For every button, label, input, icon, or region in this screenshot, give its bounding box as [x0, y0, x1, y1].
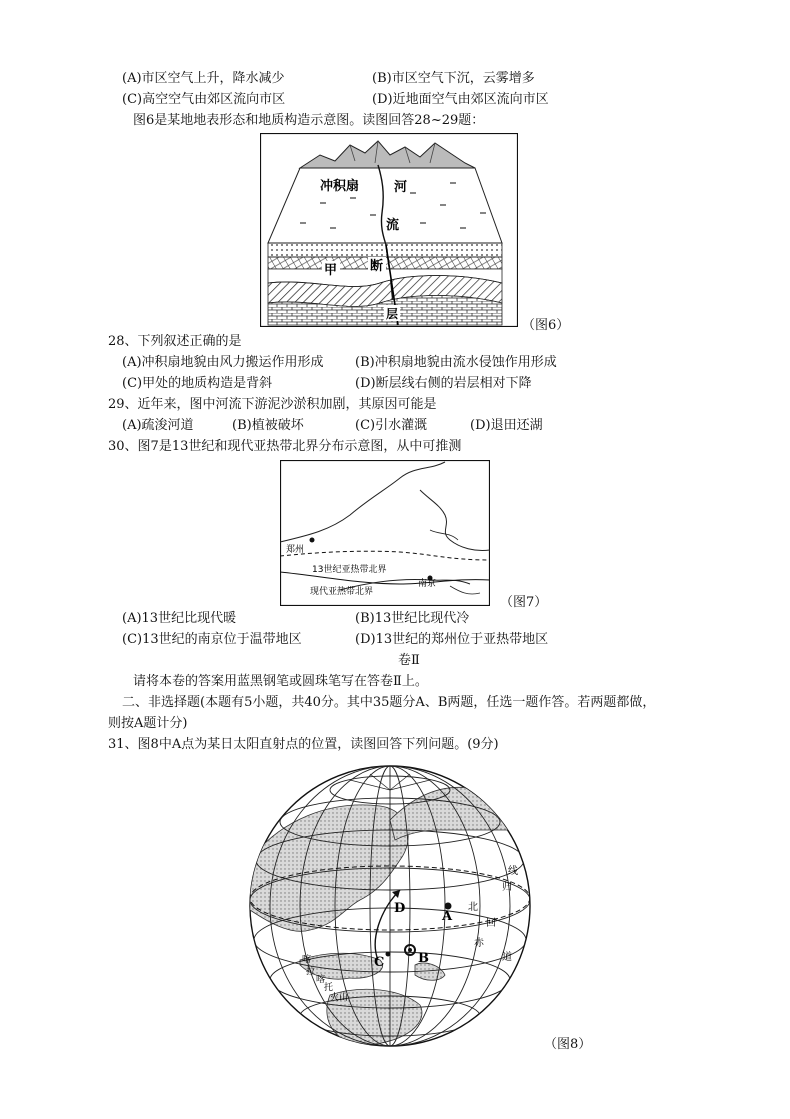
fig8-label-B: B	[418, 951, 429, 966]
fig8-label-gui: 归	[502, 882, 512, 893]
q27-option-c: (C)高空空气由郊区流向市区	[122, 92, 286, 107]
q30-option-d: (D)13世纪的郑州位于亚热带地区	[355, 632, 549, 647]
fig6-label-fault: 断	[370, 259, 384, 274]
q28-option-d: (D)断层线右侧的岩层相对下降	[355, 376, 532, 391]
q30-option-a: (A)13世纪比现代暖	[122, 611, 237, 626]
q28-option-c: (C)甲处的地质构造是背斜	[122, 376, 273, 391]
q31-stem: 31、图8中A点为某日太阳直射点的位置，读图回答下列问题。(9分)	[108, 737, 499, 752]
fig7-label-13th: 13世纪亚热带北界	[312, 565, 387, 575]
fig8-label-hui: 回	[486, 918, 496, 929]
fig6-label-layer: 层	[386, 307, 399, 321]
q30-option-b: (B)13世纪比现代冷	[355, 611, 470, 626]
q27-option-b: (B)市区空气下沉，云雾增多	[372, 71, 535, 86]
q27-option-a: (A)市区空气上升，降水减少	[122, 71, 285, 86]
fig8-label-volcano2: 拉	[306, 967, 316, 977]
section2-instruction: 请将本卷的答案用蓝黑钢笔或圆珠笔写在答卷Ⅱ上。	[133, 674, 428, 689]
q28-option-b: (B)冲积扇地貌由流水侵蚀作用形成	[355, 355, 557, 370]
fig8-caption: （图8）	[544, 1037, 592, 1052]
q28-stem: 28、下列叙述正确的是	[108, 334, 242, 349]
q29-option-a: (A)疏浚河道	[122, 418, 194, 433]
fig8-label-volcano5: 火山	[330, 993, 349, 1003]
fig6-label-fan: 冲积扇	[320, 179, 360, 194]
q27-option-d: (D)近地面空气由郊区流向市区	[372, 92, 549, 107]
q28-option-a: (A)冲积扇地貌由风力搬运作用形成	[122, 355, 324, 370]
fig7-label-nanjing: 南京	[418, 579, 437, 589]
fig8-label-volcano3: 喀	[316, 975, 326, 985]
section2-intro-line1: 二、非选择题(本题有5小题，共40分。其中35题分A、B两题，任选一题作答。若两题都做，	[122, 695, 656, 710]
fig6-label-river2: 流	[386, 218, 400, 233]
fig8-label-bei: 北	[468, 902, 478, 913]
q29-option-b: (B)植被破坏	[232, 418, 304, 433]
fig8-label-A: A	[442, 909, 453, 924]
section2-heading: 卷Ⅱ	[398, 653, 420, 668]
fig7-label-zhengzhou: 郑州	[286, 545, 305, 555]
figure-6	[260, 133, 518, 327]
q30-option-c: (C)13世纪的南京位于温带地区	[122, 632, 302, 647]
fig6-label-river1: 河	[394, 180, 408, 195]
fig8-label-volcano1: 喀	[302, 955, 312, 965]
fig6-intro: 图6是某地地表形态和地质构造示意图。读图回答28~29题：	[133, 113, 485, 128]
q29-stem: 29、近年来，图中河流下游泥沙淤积加剧，其原因可能是	[108, 397, 437, 412]
q30-stem: 30、图7是13世纪和现代亚热带北界分布示意图，从中可推测	[108, 439, 462, 454]
figure-7	[280, 460, 490, 606]
figure-8	[240, 760, 540, 1050]
fig8-label-volcano4: 托	[324, 983, 334, 993]
q29-option-c: (C)引水灌溉	[355, 418, 428, 433]
section2-intro-line2: 则按A题计分)	[108, 716, 188, 731]
fig8-label-D: D	[394, 901, 406, 916]
q29-option-d: (D)退田还湖	[470, 418, 543, 433]
fig6-label-jia: 甲	[324, 263, 338, 278]
fig7-label-modern: 现代亚热带北界	[310, 587, 374, 597]
fig7-caption: （图7）	[500, 595, 548, 610]
fig6-caption: （图6）	[522, 318, 570, 333]
fig8-label-dao: 道	[502, 952, 512, 963]
fig8-label-C: C	[374, 955, 385, 970]
fig8-label-xian: 线	[508, 866, 518, 877]
fig8-label-chi: 赤	[474, 938, 484, 949]
